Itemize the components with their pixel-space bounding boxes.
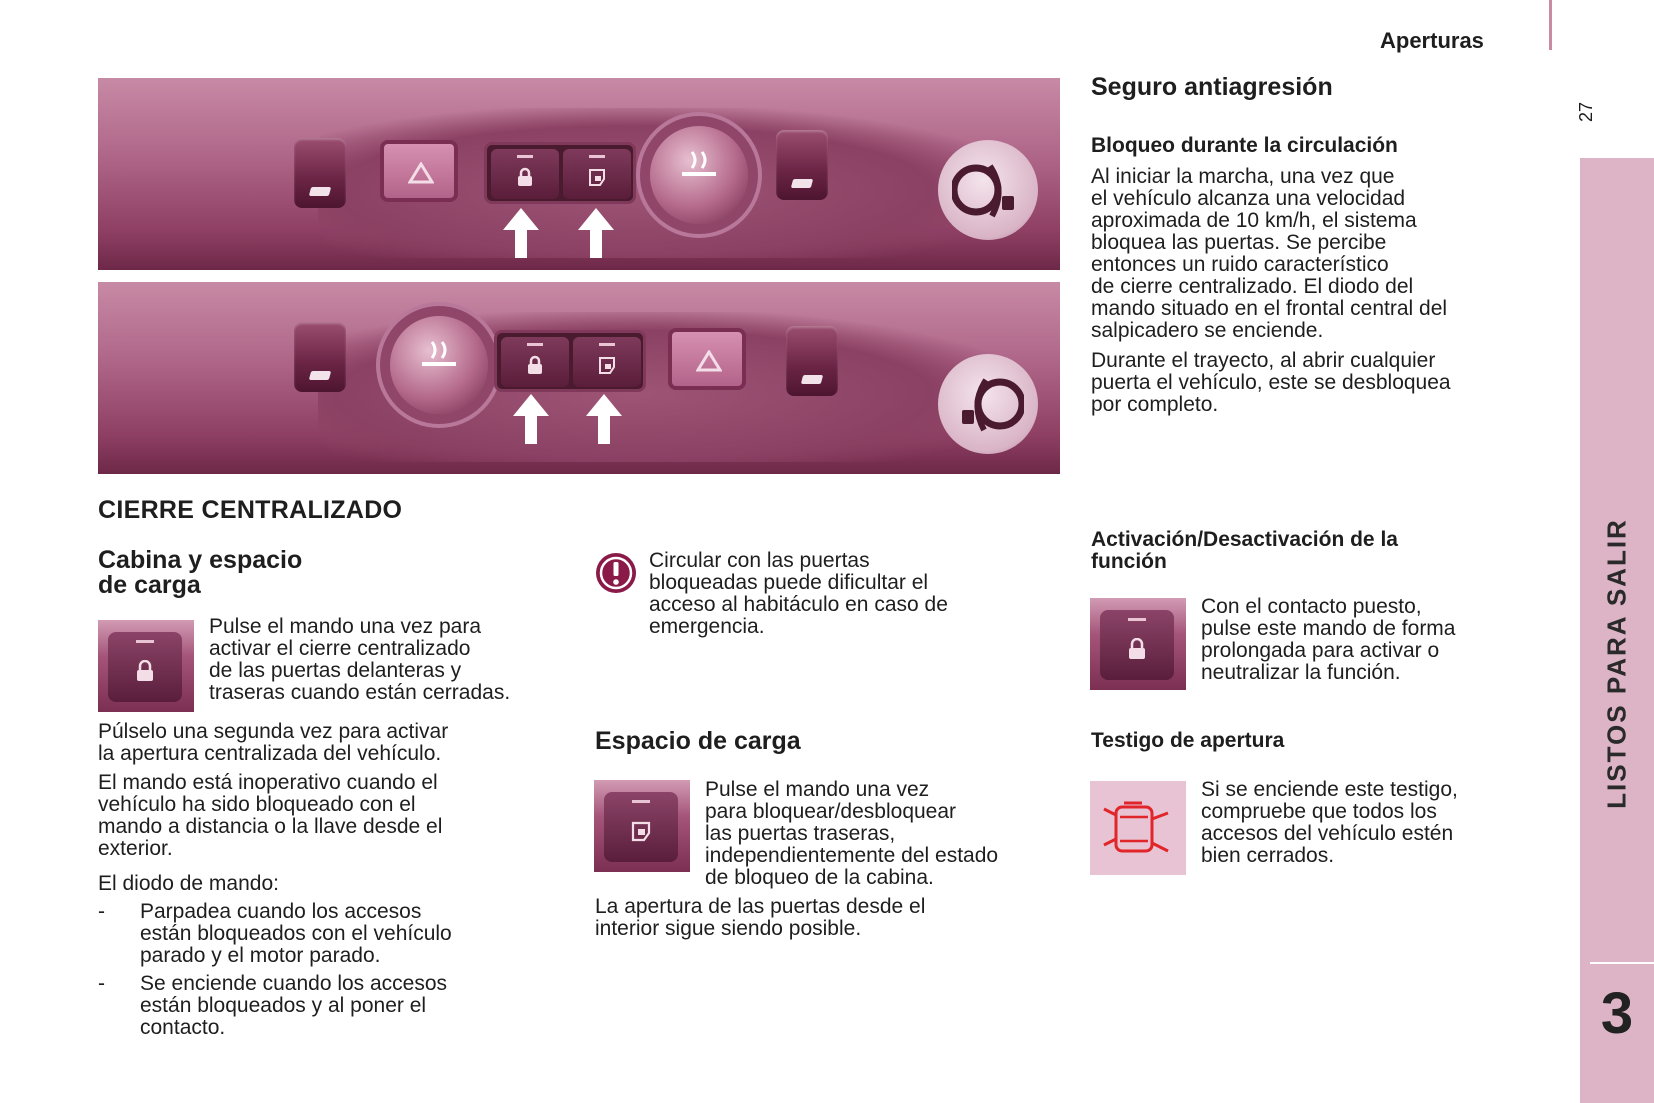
section-title-anti-aggression: Seguro antiagresión: [1091, 73, 1333, 101]
list-item: - Se enciende cuando los accesos están bloqueados y al poner el contacto.: [98, 973, 558, 1039]
dashboard-illustration-top: [98, 78, 1060, 270]
padlock-icon: [526, 355, 544, 375]
central-lock-buttons: [494, 330, 646, 392]
up-arrow-icon: [513, 394, 549, 444]
window-switch-left: [294, 138, 346, 208]
subsection-title-activation: Activación/Desactivación de la función: [1091, 528, 1398, 573]
chapter-side-tab-divider: [1590, 962, 1654, 964]
window-switch-right: [786, 326, 838, 396]
illustration-divider: [98, 270, 1060, 282]
subsection-title-cargo: Espacio de carga: [595, 727, 801, 755]
cargo-lock-key: [573, 337, 641, 387]
header-divider: [1549, 0, 1552, 50]
warning-icon: [594, 551, 638, 595]
seat-heat-icon: [414, 336, 464, 376]
cargo-door-lock-icon: [631, 820, 653, 842]
padlock-icon: [516, 167, 534, 187]
led-intro: El diodo de mando:: [98, 872, 279, 895]
door-open-icon: [1102, 799, 1174, 857]
cargo-interior-opening-paragraph: La apertura de las puertas desde el interior sigue siendo posible.: [595, 895, 926, 940]
door-open-warning-light: [1090, 781, 1186, 875]
cabin-lock-key: [501, 337, 569, 387]
led-states-list: [98, 901, 558, 1045]
list-item: - Parpadea cuando los accesos están bloqueados con el vehículo parado y el motor parado.: [98, 901, 558, 967]
dashboard-illustration-bottom: [98, 282, 1060, 474]
steering-wheel-icon: [952, 154, 1024, 226]
chapter-number: 3: [1600, 981, 1634, 1046]
hazard-triangle-icon: [408, 162, 434, 184]
cabin-lock-key: [491, 149, 559, 199]
cargo-lock-button-thumbnail: [594, 780, 690, 872]
seat-heater-knob: [650, 126, 748, 224]
cargo-lock-key: [563, 149, 631, 199]
page-number: 27: [1576, 101, 1596, 122]
window-switch-right: [776, 130, 828, 200]
hazard-button: [380, 140, 458, 202]
second-press-paragraph: Púlselo una segunda vez para activar la apertura centralizada del vehículo.: [98, 720, 449, 765]
central-lock-buttons: [484, 142, 636, 204]
chapter-side-tab-label: LISTOS PARA SALIR: [1601, 518, 1632, 809]
hazard-triangle-icon: [696, 350, 722, 372]
padlock-icon: [135, 660, 155, 682]
subsection-title-open-warning: Testigo de apertura: [1091, 729, 1285, 752]
hazard-button: [668, 328, 746, 390]
seat-heat-icon: [674, 146, 724, 186]
cabin-lock-instruction: Pulse el mando una vez para activar el cierre centralizado de las puertas delanteras y traseras cuando están cerradas.: [209, 615, 511, 704]
up-arrow-icon: [578, 208, 614, 258]
subsection-title-driving-lock: Bloqueo durante la circulación: [1091, 134, 1398, 157]
steering-wheel-icon: [952, 368, 1024, 440]
left-hand-drive-badge: [938, 354, 1038, 454]
door-open-unlock-paragraph: Durante el trayecto, al abrir cualquier puerta el vehículo, este se desbloquea por completo.: [1091, 349, 1451, 416]
activation-button-thumbnail: [1090, 598, 1186, 690]
cargo-door-lock-icon: [588, 167, 608, 187]
section-title-central-locking: CIERRE CENTRALIZADO: [98, 496, 403, 524]
activation-instruction: Con el contacto puesto, pulse este mando de forma prolongada para activar o neutralizar la función.: [1201, 595, 1456, 684]
up-arrow-icon: [503, 208, 539, 258]
driving-lock-paragraph: Al iniciar la marcha, una vez que el vehículo alcanza una velocidad aproximada de 10 km/h, el sistema bloquea las puertas. Se percibe entonces un ruido característico de cierre centralizado. El diodo del mando situado en el frontal central del salpicadero se enciende.: [1091, 165, 1448, 342]
seat-heater-knob: [390, 316, 488, 414]
inoperative-paragraph: El mando está inoperativo cuando el vehículo ha sido bloqueado con el mando a distancia o la llave desde el exterior.: [98, 771, 443, 860]
right-hand-drive-badge: [938, 140, 1038, 240]
section-header-title: Aperturas: [1380, 28, 1484, 53]
padlock-icon: [1127, 638, 1147, 660]
window-switch-left: [294, 322, 346, 392]
open-warning-instruction: Si se enciende este testigo, compruebe que todos los accesos del vehículo estén bien cerrados.: [1201, 778, 1458, 867]
up-arrow-icon: [586, 394, 622, 444]
cargo-lock-instruction: Pulse el mando una vez para bloquear/desbloquear las puertas traseras, independientemente del estado de bloqueo de la cabina.: [705, 778, 999, 889]
warning-text: Circular con las puertas bloqueadas puede dificultar el acceso al habitáculo en caso de emergencia.: [649, 549, 948, 638]
subsection-title-cabin-cargo: Cabina y espacio de carga: [98, 546, 303, 599]
cargo-door-lock-icon: [598, 355, 618, 375]
chapter-side-tab: [1580, 158, 1654, 1103]
cabin-lock-button-thumbnail: [98, 620, 194, 712]
